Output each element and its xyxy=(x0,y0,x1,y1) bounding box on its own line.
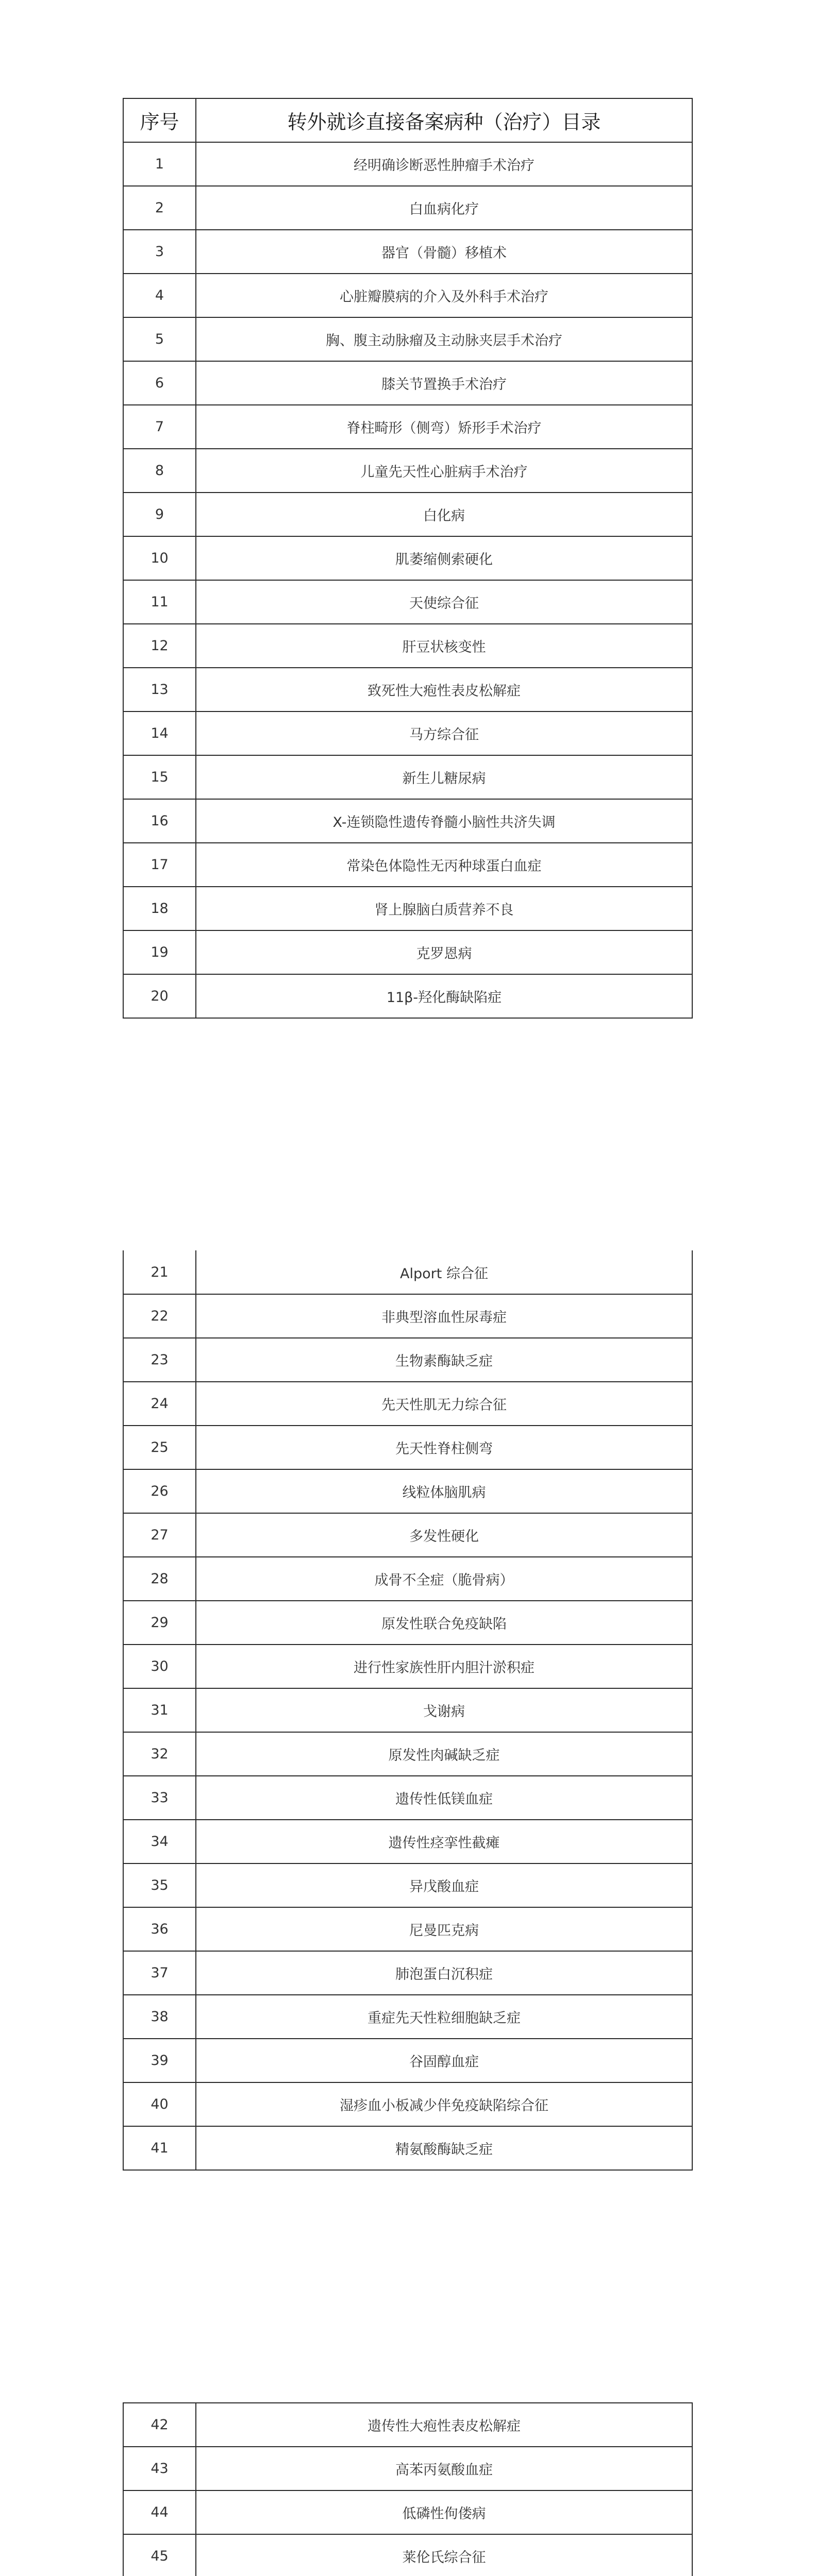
row-serial-number: 10 xyxy=(123,536,196,580)
row-disease-name: 经明确诊断恶性肿瘤手术治疗 xyxy=(196,142,692,186)
row-serial-number: 17 xyxy=(123,843,196,887)
row-serial-number: 36 xyxy=(123,1907,196,1951)
row-disease-name: 重症先天性粒细胞缺乏症 xyxy=(196,1995,692,2039)
rows-page-3 xyxy=(123,2403,692,2576)
rows-page-2 xyxy=(123,1250,692,2170)
row-disease-name: 致死性大疱性表皮松解症 xyxy=(196,668,692,711)
table-row xyxy=(123,1995,692,2039)
row-serial-number: 29 xyxy=(123,1601,196,1645)
row-disease-name: 天使综合征 xyxy=(196,580,692,624)
row-disease-name: 先天性脊柱侧弯 xyxy=(196,1426,692,1469)
row-disease-name: 成骨不全症（脆骨病） xyxy=(196,1557,692,1601)
row-serial-number: 22 xyxy=(123,1294,196,1338)
row-serial-number: 24 xyxy=(123,1382,196,1426)
row-serial-number: 8 xyxy=(123,449,196,493)
row-serial-number: 44 xyxy=(123,2490,196,2534)
row-serial-number: 14 xyxy=(123,711,196,755)
table-header-row xyxy=(123,98,692,142)
table-row xyxy=(123,1732,692,1776)
row-serial-number: 9 xyxy=(123,493,196,536)
row-serial-number: 43 xyxy=(123,2447,196,2490)
row-disease-name: 先天性肌无力综合征 xyxy=(196,1382,692,1426)
table-row xyxy=(123,2039,692,2082)
row-disease-name: 11β-羟化酶缺陷症 xyxy=(196,974,692,1018)
catalog-table-page-2 xyxy=(123,1250,693,2171)
row-serial-number: 34 xyxy=(123,1820,196,1863)
row-serial-number: 41 xyxy=(123,2126,196,2170)
header-disease-catalog-title: 转外就诊直接备案病种（治疗）目录 xyxy=(196,98,692,142)
row-disease-name: 常染色体隐性无丙种球蛋白血症 xyxy=(196,843,692,887)
row-disease-name: 脊柱畸形（侧弯）矫形手术治疗 xyxy=(196,405,692,449)
row-disease-name: 异戊酸血症 xyxy=(196,1863,692,1907)
row-disease-name: X-连锁隐性遗传脊髓小脑性共济失调 xyxy=(196,799,692,843)
table-row xyxy=(123,274,692,317)
table-row xyxy=(123,1338,692,1382)
row-serial-number: 20 xyxy=(123,974,196,1018)
table-row xyxy=(123,1557,692,1601)
row-disease-name: 高苯丙氨酸血症 xyxy=(196,2447,692,2490)
rows-page-1 xyxy=(123,142,692,1018)
row-disease-name: 原发性肉碱缺乏症 xyxy=(196,1732,692,1776)
row-serial-number: 1 xyxy=(123,142,196,186)
table-row xyxy=(123,2403,692,2447)
row-disease-name: 多发性硬化 xyxy=(196,1513,692,1557)
row-serial-number: 15 xyxy=(123,755,196,799)
row-disease-name: 肌萎缩侧索硬化 xyxy=(196,536,692,580)
row-disease-name: 戈谢病 xyxy=(196,1688,692,1732)
table-row xyxy=(123,317,692,361)
table-row xyxy=(123,1250,692,1294)
table-row xyxy=(123,230,692,274)
row-disease-name: 白血病化疗 xyxy=(196,186,692,230)
table-row xyxy=(123,843,692,887)
row-disease-name: 肝豆状核变性 xyxy=(196,624,692,668)
row-disease-name: 胸、腹主动脉瘤及主动脉夹层手术治疗 xyxy=(196,317,692,361)
row-serial-number: 2 xyxy=(123,186,196,230)
row-disease-name: 精氨酸酶缺乏症 xyxy=(196,2126,692,2170)
row-disease-name: 湿疹血小板减少伴免疫缺陷综合征 xyxy=(196,2082,692,2126)
table-row xyxy=(123,1382,692,1426)
row-disease-name: 原发性联合免疫缺陷 xyxy=(196,1601,692,1645)
row-serial-number: 21 xyxy=(123,1250,196,1294)
row-serial-number: 33 xyxy=(123,1776,196,1820)
row-disease-name: 生物素酶缺乏症 xyxy=(196,1338,692,1382)
row-serial-number: 6 xyxy=(123,361,196,405)
table-row xyxy=(123,711,692,755)
catalog-table-page-1 xyxy=(123,98,693,1019)
row-disease-name: 遗传性痉挛性截瘫 xyxy=(196,1820,692,1863)
table-row xyxy=(123,2447,692,2490)
row-disease-name: 莱伦氏综合征 xyxy=(196,2534,692,2576)
row-disease-name: 克罗恩病 xyxy=(196,930,692,974)
row-disease-name: 儿童先天性心脏病手术治疗 xyxy=(196,449,692,493)
row-serial-number: 5 xyxy=(123,317,196,361)
row-disease-name: 谷固醇血症 xyxy=(196,2039,692,2082)
table-row xyxy=(123,142,692,186)
row-serial-number: 40 xyxy=(123,2082,196,2126)
row-serial-number: 12 xyxy=(123,624,196,668)
row-serial-number: 30 xyxy=(123,1645,196,1688)
row-disease-name: 遗传性大疱性表皮松解症 xyxy=(196,2403,692,2447)
row-disease-name: 线粒体脑肌病 xyxy=(196,1469,692,1513)
table-row xyxy=(123,1688,692,1732)
table-row xyxy=(123,493,692,536)
row-serial-number: 18 xyxy=(123,887,196,930)
row-serial-number: 39 xyxy=(123,2039,196,2082)
row-serial-number: 25 xyxy=(123,1426,196,1469)
table-row xyxy=(123,799,692,843)
row-serial-number: 7 xyxy=(123,405,196,449)
table-row xyxy=(123,1776,692,1820)
row-serial-number: 45 xyxy=(123,2534,196,2576)
row-serial-number: 31 xyxy=(123,1688,196,1732)
row-disease-name: 心脏瓣膜病的介入及外科手术治疗 xyxy=(196,274,692,317)
table-row xyxy=(123,930,692,974)
table-row xyxy=(123,536,692,580)
row-serial-number: 26 xyxy=(123,1469,196,1513)
row-disease-name: 马方综合征 xyxy=(196,711,692,755)
row-disease-name: 新生儿糖尿病 xyxy=(196,755,692,799)
row-serial-number: 3 xyxy=(123,230,196,274)
table-row xyxy=(123,1601,692,1645)
row-disease-name: 膝关节置换手术治疗 xyxy=(196,361,692,405)
table-row xyxy=(123,186,692,230)
row-disease-name: 尼曼匹克病 xyxy=(196,1907,692,1951)
row-serial-number: 19 xyxy=(123,930,196,974)
row-disease-name: 肺泡蛋白沉积症 xyxy=(196,1951,692,1995)
table-row xyxy=(123,755,692,799)
row-serial-number: 11 xyxy=(123,580,196,624)
row-serial-number: 23 xyxy=(123,1338,196,1382)
table-row xyxy=(123,361,692,405)
row-serial-number: 37 xyxy=(123,1951,196,1995)
table-row xyxy=(123,1863,692,1907)
table-row xyxy=(123,624,692,668)
row-disease-name: Alport 综合征 xyxy=(196,1250,692,1294)
table-row xyxy=(123,2082,692,2126)
table-row xyxy=(123,1645,692,1688)
row-disease-name: 低磷性佝偻病 xyxy=(196,2490,692,2534)
row-serial-number: 35 xyxy=(123,1863,196,1907)
row-disease-name: 白化病 xyxy=(196,493,692,536)
row-disease-name: 进行性家族性肝内胆汁淤积症 xyxy=(196,1645,692,1688)
table-row xyxy=(123,668,692,711)
row-serial-number: 38 xyxy=(123,1995,196,2039)
table-row xyxy=(123,1469,692,1513)
table-row xyxy=(123,1907,692,1951)
row-disease-name: 遗传性低镁血症 xyxy=(196,1776,692,1820)
table-row xyxy=(123,2126,692,2170)
table-row xyxy=(123,887,692,930)
table-row xyxy=(123,1294,692,1338)
table-row xyxy=(123,1513,692,1557)
row-serial-number: 32 xyxy=(123,1732,196,1776)
table-row xyxy=(123,1951,692,1995)
table-row xyxy=(123,2490,692,2534)
row-disease-name: 肾上腺脑白质营养不良 xyxy=(196,887,692,930)
row-serial-number: 27 xyxy=(123,1513,196,1557)
row-serial-number: 13 xyxy=(123,668,196,711)
table-row xyxy=(123,405,692,449)
table-row xyxy=(123,1426,692,1469)
row-serial-number: 16 xyxy=(123,799,196,843)
table-row xyxy=(123,2534,692,2576)
row-disease-name: 非典型溶血性尿毒症 xyxy=(196,1294,692,1338)
header-serial-number: 序号 xyxy=(123,98,196,142)
table-row xyxy=(123,580,692,624)
row-serial-number: 4 xyxy=(123,274,196,317)
table-row xyxy=(123,1820,692,1863)
row-disease-name: 器官（骨髓）移植术 xyxy=(196,230,692,274)
table-row xyxy=(123,974,692,1018)
catalog-table-page-3 xyxy=(123,2402,693,2576)
table-row xyxy=(123,449,692,493)
row-serial-number: 28 xyxy=(123,1557,196,1601)
row-serial-number: 42 xyxy=(123,2403,196,2447)
